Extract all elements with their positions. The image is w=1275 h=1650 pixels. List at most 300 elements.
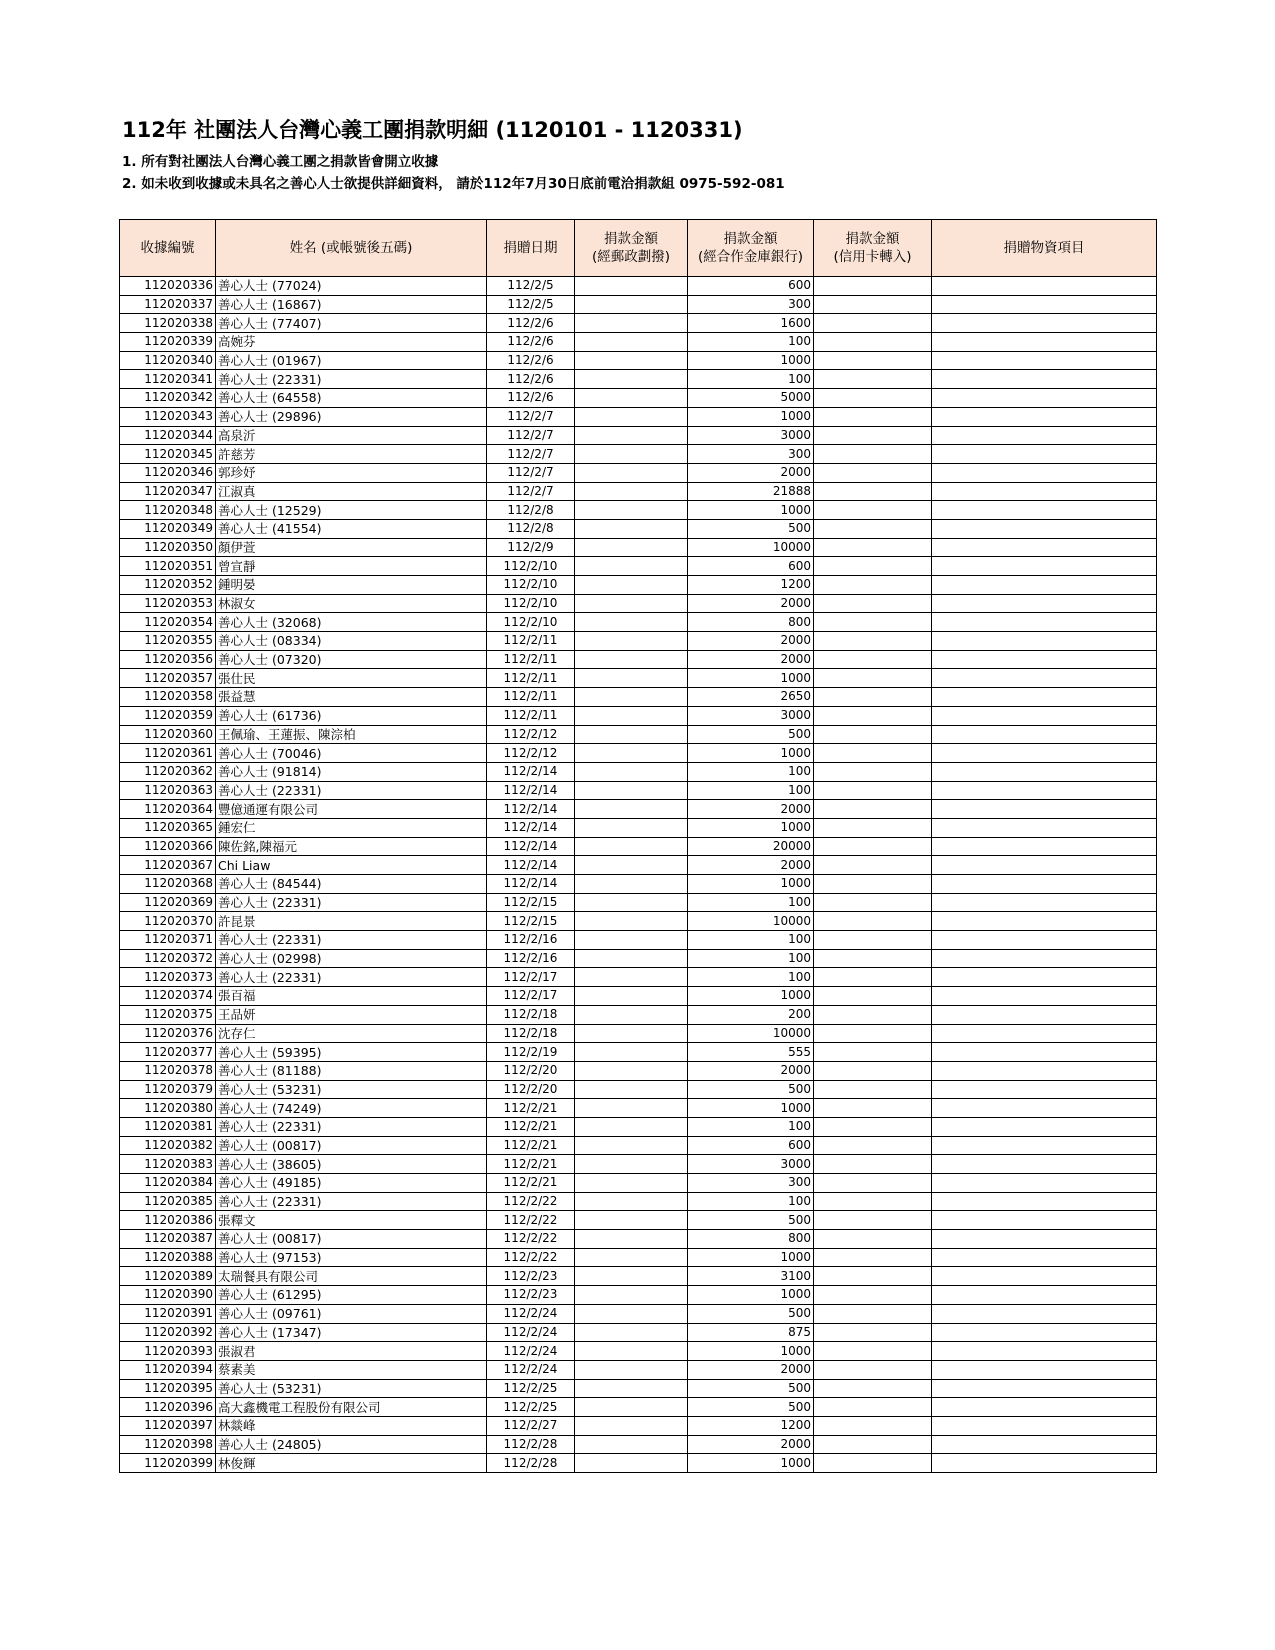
donor-name-cell: 陳佐銘,陳福元 [216, 837, 487, 856]
receipt-no-cell: 112020350 [120, 538, 216, 557]
amount-bank-cell: 1000 [688, 1454, 814, 1473]
amount-postal-cell [575, 370, 688, 389]
table-row [120, 445, 1157, 464]
table-row [120, 1117, 1157, 1136]
amount-bank-cell: 1000 [688, 875, 814, 894]
amount-credit-card-cell [814, 1360, 932, 1379]
amount-postal-cell [575, 949, 688, 968]
donated-items-cell [932, 706, 1157, 725]
amount-postal-cell [575, 893, 688, 912]
donation-date-cell: 112/2/9 [487, 538, 575, 557]
donor-name-cell: 林燚峰 [216, 1416, 487, 1435]
donor-name-cell: 善心人士 (22331) [216, 931, 487, 950]
donor-name-cell: 善心人士 (61295) [216, 1286, 487, 1305]
receipt-no-cell: 112020396 [120, 1398, 216, 1417]
receipt-no-cell: 112020357 [120, 669, 216, 688]
donor-name-cell: 善心人士 (22331) [216, 968, 487, 987]
receipt-no-cell: 112020336 [120, 277, 216, 296]
donated-items-cell [932, 1379, 1157, 1398]
amount-bank-cell: 1000 [688, 1286, 814, 1305]
donation-date-cell: 112/2/14 [487, 875, 575, 894]
table-row [120, 370, 1157, 389]
amount-bank-cell: 2000 [688, 1061, 814, 1080]
amount-postal-cell [575, 688, 688, 707]
amount-bank-cell: 1200 [688, 1416, 814, 1435]
amount-postal-cell [575, 1379, 688, 1398]
table-row [120, 1454, 1157, 1473]
amount-postal-cell [575, 837, 688, 856]
donation-date-cell: 112/2/10 [487, 557, 575, 576]
amount-credit-card-cell [814, 725, 932, 744]
amount-bank-cell: 100 [688, 333, 814, 352]
donor-name-cell: 善心人士 (38605) [216, 1155, 487, 1174]
receipt-no-cell: 112020380 [120, 1099, 216, 1118]
amount-postal-cell [575, 1024, 688, 1043]
donated-items-cell [932, 1267, 1157, 1286]
amount-bank-cell: 1000 [688, 987, 814, 1006]
amount-credit-card-cell [814, 1174, 932, 1193]
donation-date-cell: 112/2/25 [487, 1379, 575, 1398]
table-row [120, 837, 1157, 856]
donated-items-cell [932, 818, 1157, 837]
table-row [120, 800, 1157, 819]
donor-name-cell: 高大鑫機電工程股份有限公司 [216, 1398, 487, 1417]
donor-name-cell: 善心人士 (64558) [216, 389, 487, 408]
donation-date-cell: 112/2/14 [487, 837, 575, 856]
amount-bank-cell: 2000 [688, 463, 814, 482]
donor-name-cell: 善心人士 (07320) [216, 650, 487, 669]
donor-name-cell: 豐億通運有限公司 [216, 800, 487, 819]
donated-items-cell [932, 669, 1157, 688]
amount-bank-cell: 100 [688, 762, 814, 781]
table-row [120, 1416, 1157, 1435]
donated-items-cell [932, 1286, 1157, 1305]
amount-postal-cell [575, 501, 688, 520]
donated-items-cell [932, 987, 1157, 1006]
donation-date-cell: 112/2/18 [487, 1024, 575, 1043]
donation-date-cell: 112/2/20 [487, 1061, 575, 1080]
amount-credit-card-cell [814, 594, 932, 613]
table-row [120, 1024, 1157, 1043]
donated-items-cell [932, 426, 1157, 445]
amount-postal-cell [575, 1435, 688, 1454]
donated-items-cell [932, 407, 1157, 426]
donation-date-cell: 112/2/14 [487, 818, 575, 837]
donated-items-cell [932, 781, 1157, 800]
donation-date-cell: 112/2/19 [487, 1043, 575, 1062]
amount-credit-card-cell [814, 1005, 932, 1024]
amount-credit-card-cell [814, 912, 932, 931]
amount-postal-cell [575, 1416, 688, 1435]
amount-postal-cell [575, 1155, 688, 1174]
donation-date-cell: 112/2/6 [487, 314, 575, 333]
donor-name-cell: 善心人士 (81188) [216, 1061, 487, 1080]
amount-bank-cell: 500 [688, 519, 814, 538]
donation-date-cell: 112/2/23 [487, 1267, 575, 1286]
amount-credit-card-cell [814, 669, 932, 688]
amount-credit-card-cell [814, 1192, 932, 1211]
amount-bank-cell: 2650 [688, 688, 814, 707]
donated-items-cell [932, 893, 1157, 912]
donated-items-cell [932, 744, 1157, 763]
amount-bank-cell: 1000 [688, 351, 814, 370]
donated-items-cell [932, 856, 1157, 875]
donated-items-cell [932, 613, 1157, 632]
table-row [120, 725, 1157, 744]
amount-postal-cell [575, 725, 688, 744]
amount-postal-cell [575, 1230, 688, 1249]
receipt-no-cell: 112020385 [120, 1192, 216, 1211]
donor-name-cell: Chi Liaw [216, 856, 487, 875]
table-row [120, 351, 1157, 370]
receipt-no-cell: 112020386 [120, 1211, 216, 1230]
donated-items-cell [932, 1117, 1157, 1136]
amount-postal-cell [575, 538, 688, 557]
donor-name-cell: 善心人士 (41554) [216, 519, 487, 538]
amount-bank-cell: 500 [688, 1211, 814, 1230]
donated-items-cell [932, 837, 1157, 856]
amount-credit-card-cell [814, 1286, 932, 1305]
donor-name-cell: 善心人士 (22331) [216, 1192, 487, 1211]
amount-credit-card-cell [814, 1024, 932, 1043]
amount-postal-cell [575, 781, 688, 800]
table-row [120, 1360, 1157, 1379]
amount-credit-card-cell [814, 1398, 932, 1417]
table-row [120, 762, 1157, 781]
amount-postal-cell [575, 762, 688, 781]
donated-items-cell [932, 1230, 1157, 1249]
donor-name-cell: 善心人士 (02998) [216, 949, 487, 968]
table-row [120, 875, 1157, 894]
donated-items-cell [932, 875, 1157, 894]
table-row [120, 576, 1157, 595]
donor-name-cell: 善心人士 (59395) [216, 1043, 487, 1062]
donation-date-cell: 112/2/16 [487, 931, 575, 950]
amount-bank-cell: 100 [688, 781, 814, 800]
table-row [120, 1304, 1157, 1323]
donation-date-cell: 112/2/8 [487, 519, 575, 538]
donation-date-cell: 112/2/14 [487, 856, 575, 875]
table-row [120, 688, 1157, 707]
donation-date-cell: 112/2/6 [487, 333, 575, 352]
amount-bank-cell: 800 [688, 613, 814, 632]
donation-date-cell: 112/2/6 [487, 389, 575, 408]
amount-bank-cell: 500 [688, 1080, 814, 1099]
donation-date-cell: 112/2/11 [487, 632, 575, 651]
donated-items-cell [932, 295, 1157, 314]
receipt-no-cell: 112020351 [120, 557, 216, 576]
amount-postal-cell [575, 1136, 688, 1155]
amount-postal-cell [575, 445, 688, 464]
donated-items-cell [932, 931, 1157, 950]
donated-items-cell [932, 501, 1157, 520]
amount-credit-card-cell [814, 1080, 932, 1099]
donor-name-cell: 郭珍妤 [216, 463, 487, 482]
donated-items-cell [932, 1211, 1157, 1230]
amount-bank-cell: 3000 [688, 1155, 814, 1174]
receipt-no-cell: 112020361 [120, 744, 216, 763]
table-row [120, 1136, 1157, 1155]
amount-bank-cell: 100 [688, 1117, 814, 1136]
amount-credit-card-cell [814, 1416, 932, 1435]
amount-postal-cell [575, 1192, 688, 1211]
table-row [120, 1099, 1157, 1118]
amount-credit-card-cell [814, 1136, 932, 1155]
receipt-no-cell: 112020392 [120, 1323, 216, 1342]
amount-bank-cell: 3000 [688, 426, 814, 445]
donation-date-cell: 112/2/21 [487, 1155, 575, 1174]
amount-credit-card-cell [814, 1323, 932, 1342]
receipt-no-cell: 112020364 [120, 800, 216, 819]
receipt-no-cell: 112020389 [120, 1267, 216, 1286]
donation-date-cell: 112/2/8 [487, 501, 575, 520]
amount-credit-card-cell [814, 613, 932, 632]
donor-name-cell: 張釋文 [216, 1211, 487, 1230]
amount-postal-cell [575, 314, 688, 333]
amount-bank-cell: 3000 [688, 706, 814, 725]
amount-postal-cell [575, 1304, 688, 1323]
table-row [120, 632, 1157, 651]
donation-date-cell: 112/2/12 [487, 744, 575, 763]
table-row [120, 501, 1157, 520]
donor-name-cell: 沈存仁 [216, 1024, 487, 1043]
donated-items-cell [932, 632, 1157, 651]
donated-items-cell [932, 389, 1157, 408]
table-row [120, 781, 1157, 800]
amount-postal-cell [575, 650, 688, 669]
receipt-no-cell: 112020342 [120, 389, 216, 408]
donation-date-cell: 112/2/7 [487, 463, 575, 482]
donor-name-cell: 善心人士 (97153) [216, 1248, 487, 1267]
donation-date-cell: 112/2/21 [487, 1117, 575, 1136]
amount-postal-cell [575, 632, 688, 651]
receipt-no-cell: 112020367 [120, 856, 216, 875]
amount-bank-cell: 100 [688, 1192, 814, 1211]
table-row [120, 669, 1157, 688]
donated-items-cell [932, 1435, 1157, 1454]
donation-date-cell: 112/2/7 [487, 407, 575, 426]
amount-postal-cell [575, 987, 688, 1006]
donated-items-cell [932, 1416, 1157, 1435]
table-row [120, 1174, 1157, 1193]
amount-credit-card-cell [814, 1304, 932, 1323]
amount-bank-cell: 2000 [688, 594, 814, 613]
donation-date-cell: 112/2/15 [487, 912, 575, 931]
donation-date-cell: 112/2/11 [487, 650, 575, 669]
donor-name-cell: 善心人士 (70046) [216, 744, 487, 763]
donation-date-cell: 112/2/27 [487, 1416, 575, 1435]
donated-items-cell [932, 1342, 1157, 1361]
donation-date-cell: 112/2/14 [487, 762, 575, 781]
donation-date-cell: 112/2/28 [487, 1454, 575, 1473]
amount-credit-card-cell [814, 351, 932, 370]
note-receipt: 1. 所有對社團法人台灣心義工團之捐款皆會開立收據 [122, 154, 439, 170]
header-amount-credit-card: 捐款金額 (信用卡轉入) [814, 220, 932, 277]
amount-postal-cell [575, 407, 688, 426]
header-donation-date: 捐贈日期 [487, 220, 575, 277]
amount-postal-cell [575, 1454, 688, 1473]
donation-date-cell: 112/2/12 [487, 725, 575, 744]
donation-date-cell: 112/2/11 [487, 669, 575, 688]
amount-postal-cell [575, 594, 688, 613]
donated-items-cell [932, 1174, 1157, 1193]
table-row [120, 1155, 1157, 1174]
table-header-row [120, 220, 1157, 277]
donation-date-cell: 112/2/11 [487, 706, 575, 725]
donated-items-cell [932, 1043, 1157, 1062]
table-row [120, 594, 1157, 613]
amount-credit-card-cell [814, 463, 932, 482]
donation-date-cell: 112/2/28 [487, 1435, 575, 1454]
receipt-no-cell: 112020368 [120, 875, 216, 894]
donated-items-cell [932, 594, 1157, 613]
table-row [120, 333, 1157, 352]
donation-date-cell: 112/2/10 [487, 576, 575, 595]
amount-postal-cell [575, 968, 688, 987]
receipt-no-cell: 112020382 [120, 1136, 216, 1155]
receipt-no-cell: 112020363 [120, 781, 216, 800]
donated-items-cell [932, 445, 1157, 464]
amount-bank-cell: 2000 [688, 1435, 814, 1454]
table-row [120, 1230, 1157, 1249]
amount-bank-cell: 20000 [688, 837, 814, 856]
table-row [120, 744, 1157, 763]
donation-date-cell: 112/2/22 [487, 1248, 575, 1267]
table-row [120, 426, 1157, 445]
donation-date-cell: 112/2/22 [487, 1211, 575, 1230]
table-row [120, 1286, 1157, 1305]
table-row [120, 912, 1157, 931]
amount-bank-cell: 1000 [688, 1099, 814, 1118]
donor-name-cell: 許昆景 [216, 912, 487, 931]
donation-date-cell: 112/2/24 [487, 1342, 575, 1361]
receipt-no-cell: 112020347 [120, 482, 216, 501]
amount-credit-card-cell [814, 1248, 932, 1267]
donor-name-cell: 善心人士 (22331) [216, 370, 487, 389]
amount-credit-card-cell [814, 706, 932, 725]
donor-name-cell: 王佩瑜、王蓮振、陳淙柏 [216, 725, 487, 744]
amount-bank-cell: 300 [688, 445, 814, 464]
receipt-no-cell: 112020359 [120, 706, 216, 725]
table-row [120, 613, 1157, 632]
amount-bank-cell: 100 [688, 370, 814, 389]
donation-date-cell: 112/2/17 [487, 987, 575, 1006]
amount-postal-cell [575, 1267, 688, 1286]
donated-items-cell [932, 1454, 1157, 1473]
donation-date-cell: 112/2/7 [487, 426, 575, 445]
amount-postal-cell [575, 1080, 688, 1099]
donated-items-cell [932, 650, 1157, 669]
amount-credit-card-cell [814, 949, 932, 968]
table-row [120, 407, 1157, 426]
donation-date-cell: 112/2/6 [487, 351, 575, 370]
receipt-no-cell: 112020388 [120, 1248, 216, 1267]
receipt-no-cell: 112020338 [120, 314, 216, 333]
table-row [120, 818, 1157, 837]
table-row [120, 1080, 1157, 1099]
table-row [120, 1005, 1157, 1024]
amount-credit-card-cell [814, 632, 932, 651]
amount-credit-card-cell [814, 501, 932, 520]
donor-name-cell: 善心人士 (12529) [216, 501, 487, 520]
donated-items-cell [932, 688, 1157, 707]
amount-postal-cell [575, 482, 688, 501]
table-row [120, 987, 1157, 1006]
amount-credit-card-cell [814, 295, 932, 314]
donation-date-cell: 112/2/14 [487, 781, 575, 800]
amount-credit-card-cell [814, 1211, 932, 1230]
table-row [120, 650, 1157, 669]
amount-credit-card-cell [814, 277, 932, 296]
table-body [120, 277, 1157, 1473]
amount-credit-card-cell [814, 370, 932, 389]
amount-credit-card-cell [814, 407, 932, 426]
table-row [120, 856, 1157, 875]
donation-date-cell: 112/2/7 [487, 445, 575, 464]
receipt-no-cell: 112020384 [120, 1174, 216, 1193]
table-row [120, 463, 1157, 482]
amount-postal-cell [575, 706, 688, 725]
amount-bank-cell: 600 [688, 277, 814, 296]
amount-bank-cell: 100 [688, 893, 814, 912]
amount-credit-card-cell [814, 875, 932, 894]
donated-items-cell [932, 351, 1157, 370]
receipt-no-cell: 112020399 [120, 1454, 216, 1473]
amount-credit-card-cell [814, 1061, 932, 1080]
donation-date-cell: 112/2/14 [487, 800, 575, 819]
amount-credit-card-cell [814, 968, 932, 987]
receipt-no-cell: 112020397 [120, 1416, 216, 1435]
donation-date-cell: 112/2/24 [487, 1360, 575, 1379]
receipt-no-cell: 112020372 [120, 949, 216, 968]
donor-name-cell: 善心人士 (22331) [216, 893, 487, 912]
donor-name-cell: 張益慧 [216, 688, 487, 707]
receipt-no-cell: 112020366 [120, 837, 216, 856]
amount-postal-cell [575, 426, 688, 445]
amount-credit-card-cell [814, 1155, 932, 1174]
donation-date-cell: 112/2/22 [487, 1230, 575, 1249]
donor-name-cell: 高婉芬 [216, 333, 487, 352]
amount-bank-cell: 10000 [688, 912, 814, 931]
amount-credit-card-cell [814, 856, 932, 875]
receipt-no-cell: 112020383 [120, 1155, 216, 1174]
donor-name-cell: 鍾明晏 [216, 576, 487, 595]
amount-postal-cell [575, 389, 688, 408]
donor-name-cell: 善心人士 (29896) [216, 407, 487, 426]
donor-name-cell: 林淑女 [216, 594, 487, 613]
amount-credit-card-cell [814, 1379, 932, 1398]
donated-items-cell [932, 1360, 1157, 1379]
donation-date-cell: 112/2/10 [487, 594, 575, 613]
amount-postal-cell [575, 1342, 688, 1361]
donor-name-cell: 善心人士 (77024) [216, 277, 487, 296]
donated-items-cell [932, 968, 1157, 987]
donated-items-cell [932, 1024, 1157, 1043]
amount-bank-cell: 800 [688, 1230, 814, 1249]
amount-postal-cell [575, 1286, 688, 1305]
amount-bank-cell: 10000 [688, 538, 814, 557]
amount-postal-cell [575, 1248, 688, 1267]
donated-items-cell [932, 576, 1157, 595]
table-row [120, 1379, 1157, 1398]
amount-bank-cell: 2000 [688, 1360, 814, 1379]
header-donor-name: 姓名 (或帳號後五碼) [216, 220, 487, 277]
receipt-no-cell: 112020374 [120, 987, 216, 1006]
amount-postal-cell [575, 613, 688, 632]
donated-items-cell [932, 370, 1157, 389]
table-row [120, 1435, 1157, 1454]
receipt-no-cell: 112020353 [120, 594, 216, 613]
